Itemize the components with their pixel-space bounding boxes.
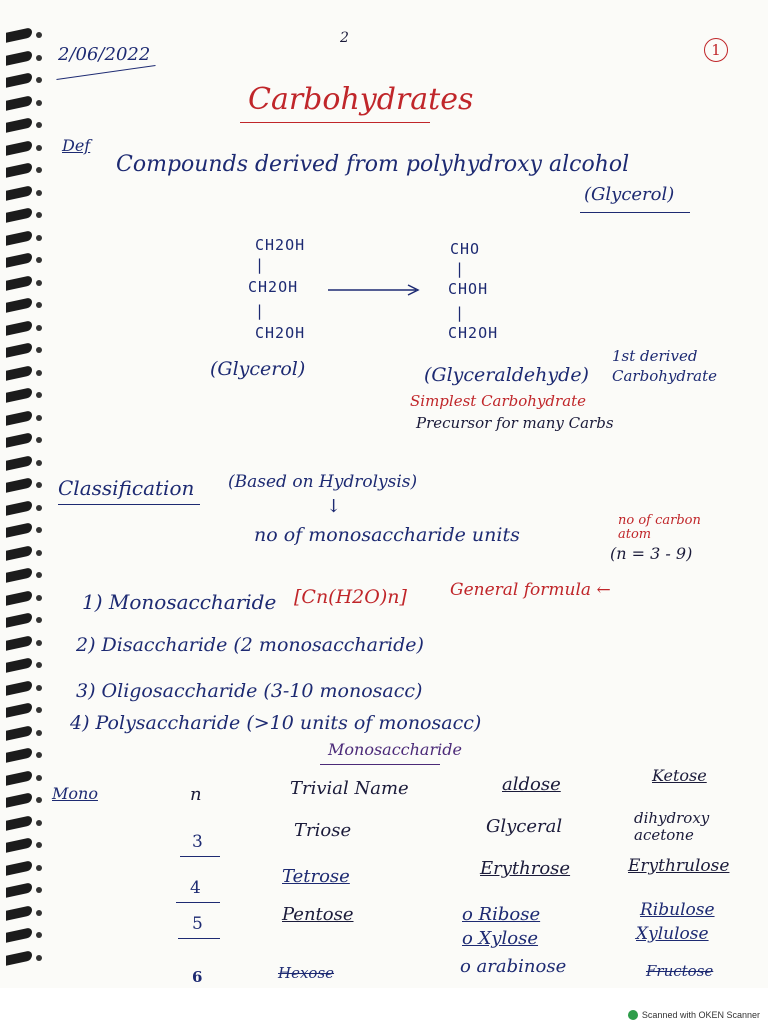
row2-n: 4 (190, 878, 201, 898)
spiral-ring (6, 278, 40, 290)
classification-label: Classification (58, 476, 195, 500)
spiral-ring (6, 818, 40, 830)
row3-n-underline (178, 938, 220, 939)
def-label: Def (62, 136, 91, 155)
spiral-ring (6, 548, 40, 560)
down-arrow: ↓ (326, 496, 342, 517)
spiral-ring (6, 638, 40, 650)
scanner-credit-text: Scanned with OKEN Scanner (641, 1010, 760, 1020)
row5-name: Hexose (278, 964, 335, 982)
scanner-logo-icon (628, 1010, 638, 1020)
class-item-4: 4) Polysaccharide (>10 units of monosacc) (70, 712, 482, 734)
row1-name: Triose (294, 820, 352, 841)
glyceraldehyde-top: CHO (450, 240, 481, 258)
header-trivial-name: Trivial Name (290, 778, 409, 799)
glyceraldehyde-label: (Glyceraldehyde) (424, 364, 589, 386)
row1-n-underline (180, 856, 220, 857)
row5-ketose: Fructose (646, 962, 714, 980)
row3-n: 5 (192, 914, 203, 934)
header-aldose: aldose (502, 774, 561, 795)
header-n: n (190, 784, 202, 805)
row1-aldose: Glyceral (486, 816, 563, 837)
row3-aldose: o Ribose (462, 904, 541, 925)
spiral-ring (6, 908, 40, 920)
spiral-ring (6, 413, 40, 425)
page-title: Carbohydrates (248, 82, 474, 117)
scanner-credit (628, 1010, 760, 1020)
class-item-2: 2) Disaccharide (2 monosaccharide) (76, 634, 424, 656)
spiral-ring (6, 660, 40, 672)
glycerol-mid: CH2OH (248, 278, 299, 296)
glycerol-bot: CH2OH (255, 324, 306, 342)
date: 2/06/2022 (58, 44, 151, 65)
spiral-ring (6, 368, 40, 380)
classification-underline (58, 504, 200, 505)
example-underline (580, 212, 690, 213)
reaction-arrow (326, 282, 426, 298)
mono-heading-underline (320, 764, 440, 765)
spiral-ring (6, 795, 40, 807)
spiral-ring (6, 210, 40, 222)
spiral-ring (6, 300, 40, 312)
spiral-ring (6, 143, 40, 155)
spiral-ring (6, 323, 40, 335)
header-ketose: Ketose (652, 766, 707, 785)
spiral-ring (6, 885, 40, 897)
spiral-ring (6, 390, 40, 402)
spiral-ring (6, 953, 40, 965)
glyceraldehyde-bot: CH2OH (448, 324, 499, 342)
class-item-3: 3) Oligosaccharide (3-10 monosacc) (76, 680, 423, 702)
row2-name: Tetrose (282, 866, 350, 887)
carbon-range: (n = 3 - 9) (610, 544, 693, 563)
spiral-ring (6, 615, 40, 627)
row1-n: 3 (192, 832, 203, 852)
simplest-note: Simplest Carbohydrate (410, 392, 587, 410)
spiral-ring (6, 593, 40, 605)
spiral-binding (0, 30, 48, 980)
spiral-ring (6, 705, 40, 717)
row4-aldose: o Xylose (462, 928, 539, 949)
glyceraldehyde-mid: CHOH (448, 280, 489, 298)
definition-text: Compounds derived from polyhydroxy alcohol (116, 152, 630, 177)
carbon-note: no of carbon atom (618, 513, 701, 542)
row4-ketose: Xylulose (636, 924, 709, 944)
row2-aldose: Erythrose (480, 858, 571, 879)
header-mono: Mono (52, 784, 98, 803)
spiral-ring (6, 503, 40, 515)
spiral-ring (6, 683, 40, 695)
spiral-ring (6, 750, 40, 762)
row1-ketose: dihydroxy acetone (634, 809, 710, 844)
spiral-ring (6, 120, 40, 132)
row2-n-underline (176, 902, 220, 903)
first-derived-note: 1st derived Carbohydrate (612, 347, 717, 385)
glyceraldehyde-bond-1: | (455, 260, 466, 278)
row3-ketose: Ribulose (640, 900, 715, 920)
spiral-ring (6, 75, 40, 87)
spiral-ring (6, 773, 40, 785)
general-formula-note: General formula ← (450, 580, 611, 600)
spiral-ring (6, 255, 40, 267)
spiral-ring (6, 98, 40, 110)
spiral-ring (6, 480, 40, 492)
spiral-ring (6, 840, 40, 852)
spiral-ring (6, 53, 40, 65)
row3-name: Pentose (282, 904, 354, 925)
glycerol-bond-1: | (255, 256, 266, 274)
spiral-ring (6, 525, 40, 537)
page-mark: 2 (340, 30, 349, 46)
spiral-ring (6, 458, 40, 470)
classification-basis: (Based on Hydrolysis) (228, 472, 418, 492)
spiral-ring (6, 345, 40, 357)
spiral-ring (6, 863, 40, 875)
page-number: 1 (704, 38, 728, 62)
date-underline (56, 65, 155, 80)
spiral-ring (6, 435, 40, 447)
spiral-ring (6, 728, 40, 740)
spiral-ring (6, 30, 40, 42)
glycerol-label: (Glycerol) (210, 358, 306, 380)
spiral-ring (6, 233, 40, 245)
precursor-note: Precursor for many Carbs (416, 414, 614, 432)
glycerol-bond-2: | (255, 302, 266, 320)
definition-example: (Glycerol) (584, 184, 675, 205)
general-formula: [Cn(H2O)n] (294, 586, 407, 608)
spiral-ring (6, 570, 40, 582)
row5-n: 6 (192, 968, 203, 986)
spiral-ring (6, 165, 40, 177)
glycerol-top: CH2OH (255, 236, 306, 254)
units-text: no of monosaccharide units (254, 524, 520, 546)
title-underline (240, 122, 430, 123)
spiral-ring (6, 930, 40, 942)
spiral-ring (6, 188, 40, 200)
mono-heading: Monosaccharide (328, 740, 462, 759)
row5-aldose: o arabinose (460, 956, 567, 977)
row2-ketose: Erythrulose (628, 856, 730, 876)
class-item-1: 1) Monosaccharide (82, 590, 277, 614)
glyceraldehyde-bond-2: | (455, 304, 466, 322)
